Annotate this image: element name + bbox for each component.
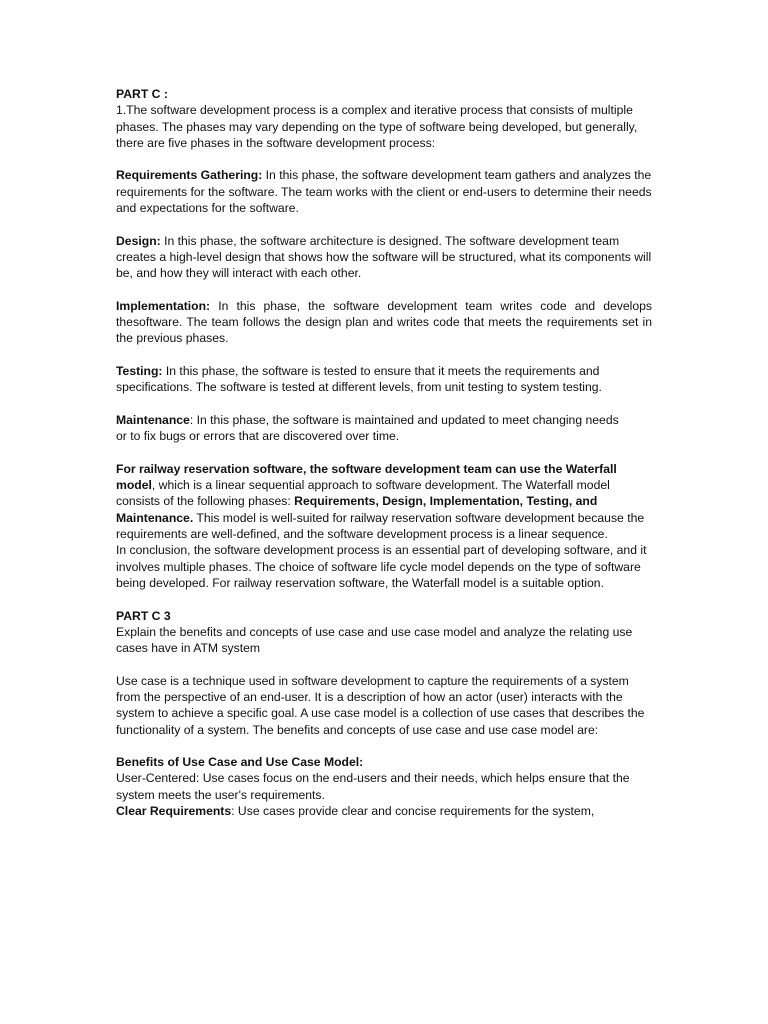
part-c3-heading: PART C 3: [116, 608, 171, 623]
part-c3-question: Explain the benefits and concepts of use case and use case model and analyze the relating use cases have in ATM system: [116, 624, 633, 656]
benefit-user-centered: User-Centered: Use cases focus on the end-users and their needs, which helps ensure that the system meets the user's requirements.: [116, 771, 630, 802]
part-c-intro-phases: there are five phases in the software development process:: [116, 135, 436, 150]
benefit-clear-requirements-text: : Use cases provide clear and concise requirements for the system,: [231, 804, 595, 819]
benefits-heading: Benefits of Use Case and Use Case Model:: [116, 755, 364, 770]
use-case-answer: Use case is a technique used in software development to capture the requirements of a system from the perspective of an end-user. It is a description of how an actor (user) interacts with the system to achieve a specific goal. A use case model is a collection of use cases that describes the functionality of a system. The benefits and concepts of use case and use case model are:: [116, 673, 645, 737]
phase-testing-text: In this phase, the software is tested to ensure that it meets the requirements and specifications. The software is tested at different levels, from unit testing to system testing.: [116, 364, 602, 395]
phase-maintenance-term: Maintenance: [116, 412, 190, 427]
phase-requirements-text: In this phase, the software development team gathers and analyzes the requirements for the software. The team works with the client or end-users to determine their needs and expectations for the software.: [116, 168, 652, 216]
phase-testing: [116, 363, 652, 396]
document-page: [116, 86, 652, 819]
benefit-clear-requirements: [116, 803, 652, 819]
part-c-intro: 1.The software development process is a complex and iterative process that consists of multiple phases. The phases may vary depending on the type of software being developed, but generally,: [116, 103, 638, 134]
phase-design-term: Design:: [116, 233, 161, 248]
waterfall-paragraph: For railway reservation software, the software development team can use the Waterfall model, which is a linear sequential approach to software development. The Waterfall model consists of the following phases: Requirements, Design, Implementation, Testing, and Maintenance. This model is well-suited for railway reservation software development because the requirements are well-defined, and the software development process is a linear sequence.: [116, 461, 645, 542]
phase-maintenance: [116, 412, 652, 428]
phase-maintenance-text: : In this phase, the software is maintained and updated to meet changing needs: [189, 412, 619, 427]
phase-requirements-term: Requirements Gathering:: [116, 168, 263, 183]
phase-implementation-term: Implementation:: [116, 298, 211, 313]
phase-design-continued: creates a high-level design that shows how the software will be structured, what its components will be, and how they will interact with each other.: [116, 249, 652, 281]
phase-requirements: [116, 167, 652, 216]
conclusion-paragraph: In conclusion, the software development process is an essential part of developing software, and it involves multiple phases. The choice of software life cycle model depends on the type of software being developed. For railway reservation software, the Waterfall model is a suitable option.: [116, 543, 647, 590]
phase-design-text: In this phase, the software architecture is designed. The software development team: [160, 233, 620, 248]
phase-implementation-text: In this phase, the software development team writes code and develops thesoftware. The team follows the design plan and writes code that meets the requirements set in the previous phases.: [116, 298, 652, 346]
part-c-heading: PART C :: [116, 87, 168, 101]
phase-testing-term: Testing:: [116, 364, 163, 379]
benefit-clear-requirements-term: Clear Requirements: [116, 804, 232, 819]
phase-maintenance-continued: or to fix bugs or errors that are discovered over time.: [116, 429, 400, 444]
phase-implementation: [116, 298, 652, 347]
phase-design: [116, 233, 652, 249]
